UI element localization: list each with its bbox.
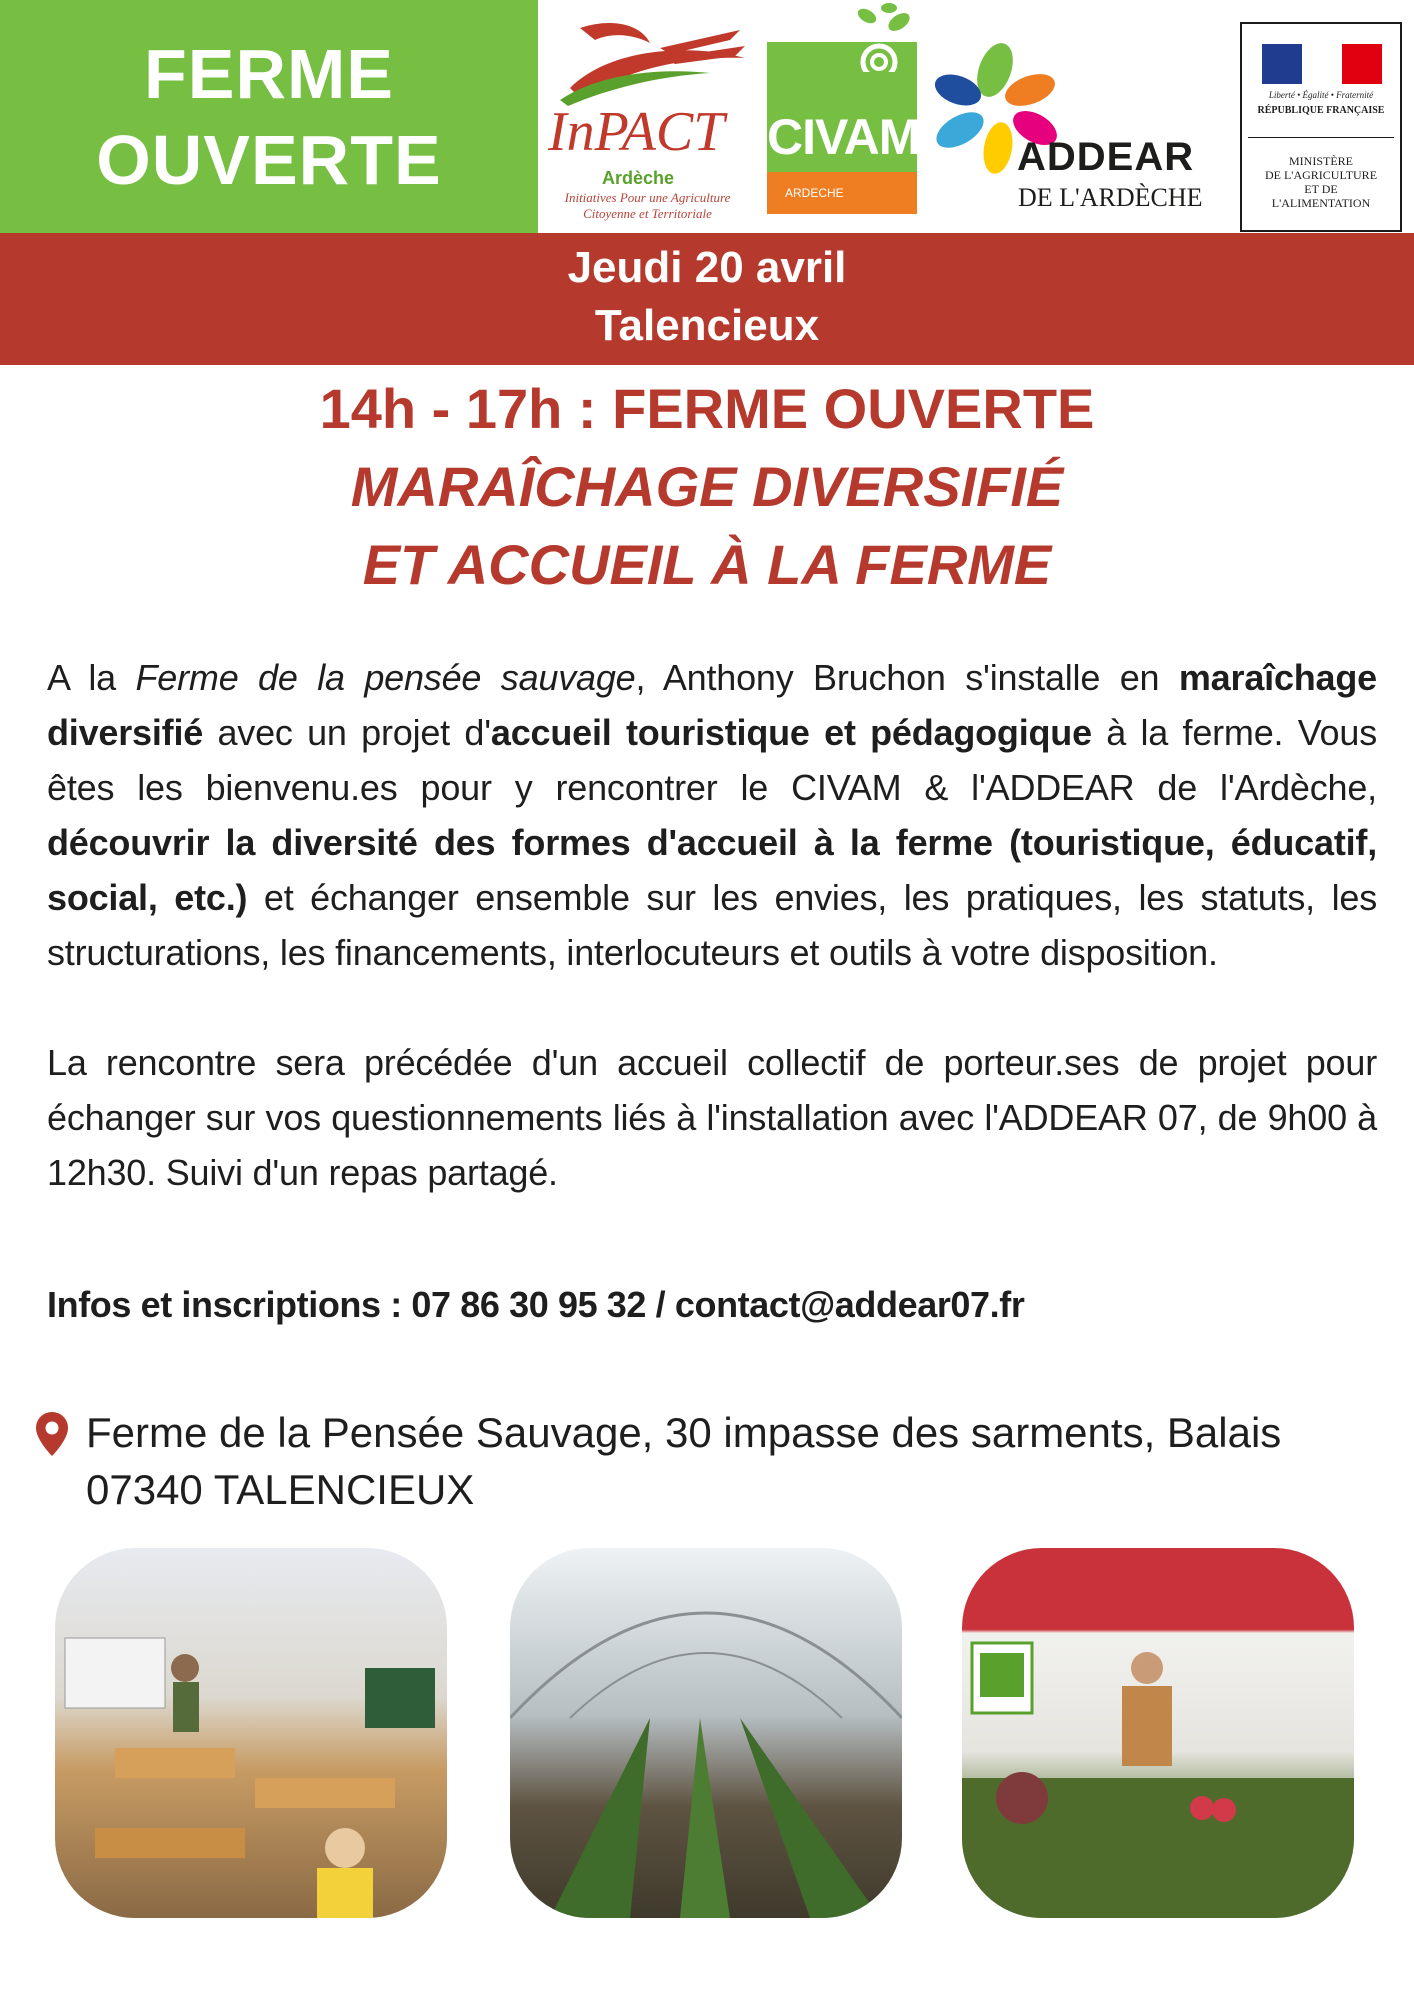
ministere-line-1: MINISTÈRE — [1289, 154, 1353, 168]
p1-text-b: , Anthony Bruchon s'installe en — [635, 657, 1179, 698]
french-flag-icon — [1262, 44, 1382, 84]
impact-logo — [540, 18, 755, 223]
republique-francaise: RÉPUBLIQUE FRANÇAISE — [1257, 105, 1385, 116]
contact-info: Infos et inscriptions : 07 86 30 95 32 / contact@addear07.fr — [47, 1284, 1025, 1325]
greenhouse-illustration — [510, 1548, 902, 1918]
impact-name: InPACT — [548, 101, 725, 163]
impact-tagline-1: Initiatives Pour une Agriculture — [564, 190, 731, 205]
header — [0, 0, 1414, 233]
ferme-ouverte-banner — [0, 0, 538, 233]
civam-name: CIVAM — [767, 109, 920, 165]
addear-name: ADDEAR — [1017, 135, 1195, 179]
ministere-line-2: DE L'AGRICULTURE — [1264, 168, 1378, 182]
divider — [1248, 137, 1394, 138]
banner-line-2: OUVERTE — [96, 120, 442, 199]
classroom-illustration — [55, 1548, 447, 1918]
p1-text-c: avec un projet d' — [203, 712, 491, 753]
p1-bold-1: maraîchage diversifié — [47, 657, 1377, 753]
farm-name: Ferme de la pensée sauvage — [135, 657, 636, 698]
impact-tagline-2: Citoyenne et Territoriale — [583, 206, 712, 221]
p1-bold-2: accueil touristique et pédagogique — [490, 712, 1092, 753]
republic-motto: Liberté • Égalité • Fraternité — [1268, 90, 1374, 100]
p1-bold-3: découvrir la diversité des formes d'accueil à la ferme (touristique, éducatif, social, etc.) — [47, 822, 1377, 918]
addear-sub: DE L'ARDÈCHE — [1018, 183, 1203, 212]
event-band — [0, 233, 1414, 365]
address-line-1: Ferme de la Pensée Sauvage, 30 impasse des sarments, Balais — [86, 1409, 1282, 1456]
impact-sub: Ardèche — [602, 168, 675, 188]
paragraph-2: La rencontre sera précédée d'un accueil collectif de porteur.ses de projet pour échanger sur vos questionnements liés à l'installation avec l'ADDEAR 07, de 9h00 à 12h30. Suivi d'un repas partagé. — [47, 1042, 1377, 1193]
event-place: Talencieux — [594, 301, 820, 350]
civam-logo — [767, 42, 920, 214]
ministere-logo — [1240, 22, 1402, 232]
title-schedule: 14h - 17h : FERME OUVERTE — [319, 377, 1095, 440]
banner-line-1: FERME — [144, 34, 394, 113]
address-line-2: 07340 TALENCIEUX — [86, 1466, 475, 1513]
impact-tagline — [540, 190, 755, 222]
market-stall-photo — [962, 1548, 1354, 1918]
title-theme-2: ET ACCUEIL À LA FERME — [362, 533, 1052, 596]
spiral-sprout-icon — [767, 2, 917, 72]
ministere-line-4: L'ALIMENTATION — [1271, 196, 1371, 210]
event-description — [47, 650, 1377, 1200]
event-date: Jeudi 20 avril — [567, 243, 847, 292]
ministere-name — [1242, 154, 1400, 210]
address-text — [86, 1404, 1396, 1518]
location-pin-icon — [34, 1410, 70, 1458]
title-theme-1: MARAÎCHAGE DIVERSIFIÉ — [350, 455, 1064, 518]
p1-text-e: et échanger ensemble sur les envies, les pratiques, les statuts, les structurations, les financements, interlocuteurs et outils à votre disposition. — [47, 877, 1377, 973]
paragraph-1 — [47, 650, 1377, 980]
p1-text-d: à la ferme. Vous êtes les bienvenu.es pour y rencontrer le CIVAM & l'ADDEAR de l'Ardèche, — [47, 712, 1377, 808]
greenhouse-photo — [510, 1548, 902, 1918]
p1-text-a: A la — [47, 657, 136, 698]
civam-dept: ARDECHE — [785, 186, 844, 200]
addear-logo — [930, 20, 1210, 220]
market-illustration — [962, 1548, 1354, 1918]
classroom-photo — [55, 1548, 447, 1918]
ministere-line-3: ET DE — [1304, 182, 1338, 196]
impact-swoosh-icon — [540, 18, 755, 108]
event-titles — [0, 370, 1414, 604]
